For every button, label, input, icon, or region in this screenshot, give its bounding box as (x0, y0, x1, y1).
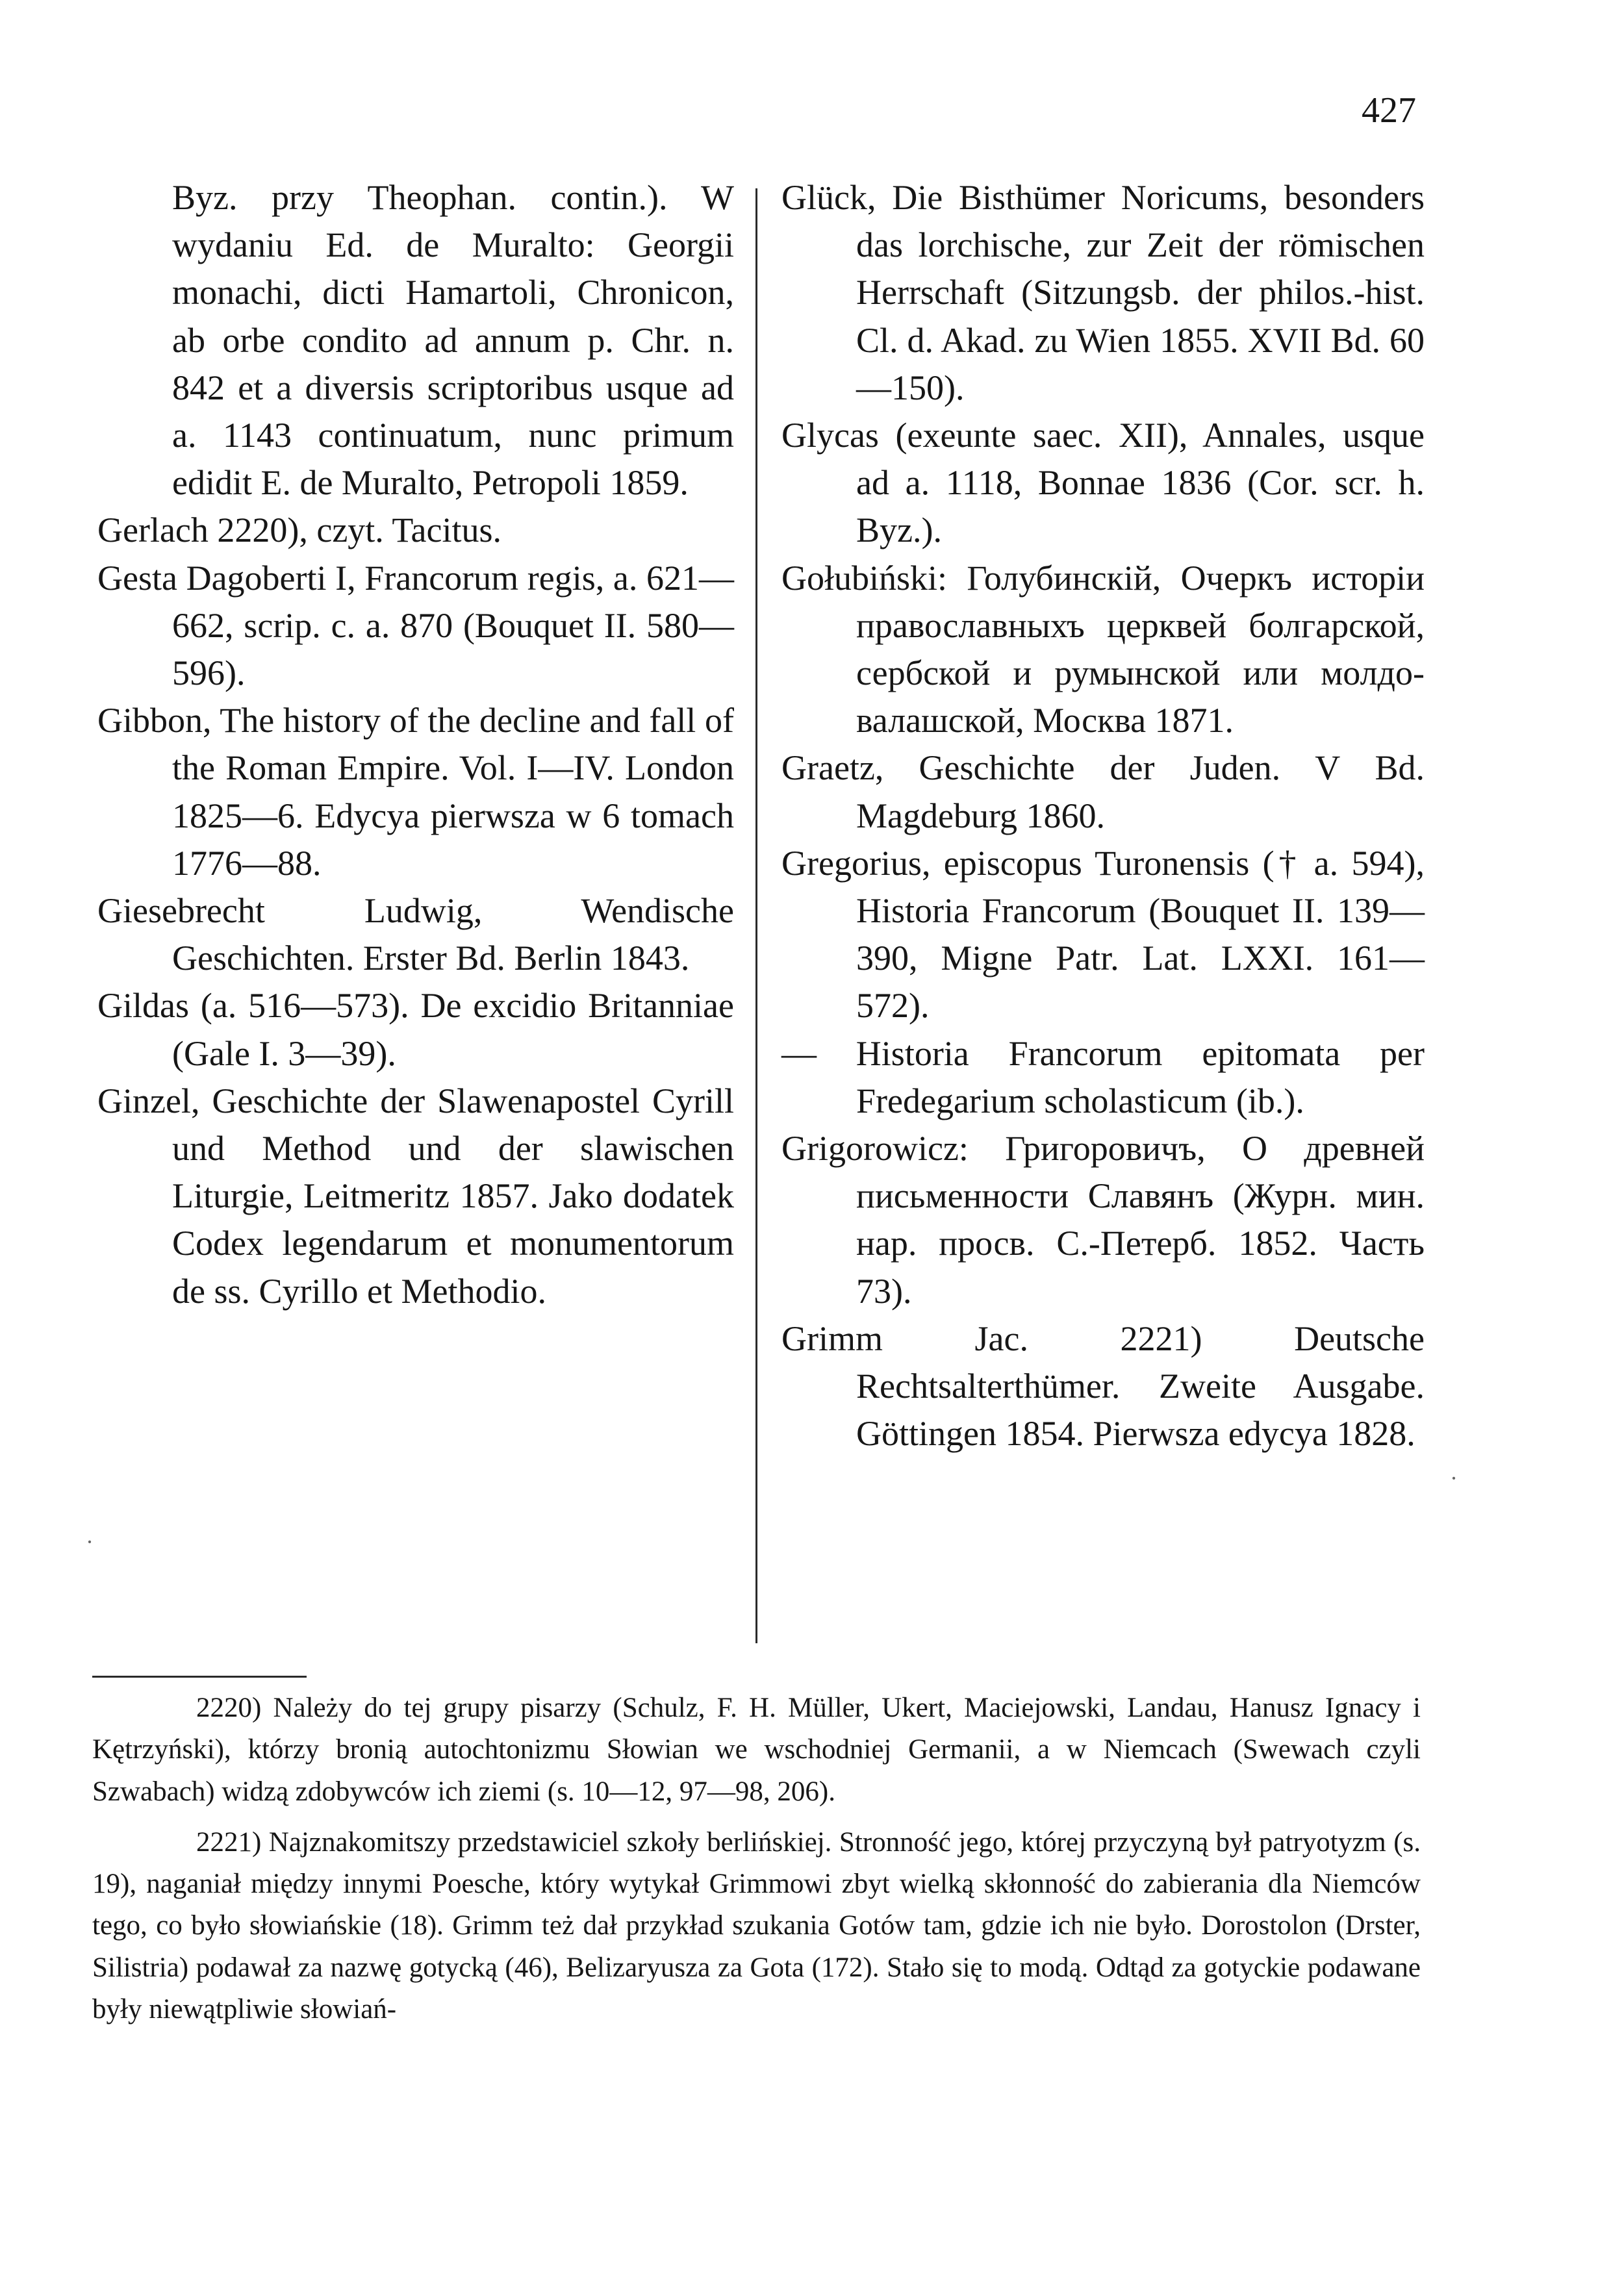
footnotes (92, 1687, 1421, 2030)
margin-mark-left: · (86, 1529, 94, 1555)
bibliography-entry: Glycas (exeunte saec. XII), Annales, usque ad a. 1118, Bonnae 1836 (Cor. scr. h. Byz.). (781, 416, 1425, 550)
bibliography-entry: Grimm Jac. 2221) Deutsche Rechtsalterthümer. Zweite Ausgabe. Göttingen 1854. Pierwsza edycya 1828. (781, 1318, 1425, 1454)
margin-mark-right: · (1450, 1465, 1458, 1491)
bibliography-entry: Gregorius, episcopus Turonensis († a. 594), Historia Francorum (Bouquet II. 139—390, Migne Patr. Lat. LXXI. 161—572). (781, 843, 1425, 1026)
bibliography-entry: Ginzel, Geschichte der Slawenapostel Cyrill und Method und der slawischen Liturgie, Leitmeritz 1857. Jako dodatek Codex legendarum et monumentorum de ss. Cyrillo et Methodio. (97, 1081, 734, 1311)
bibliography-entry: Grigorowicz: Григоровичъ, О древней письменности Славянъ (Журн. мин. нар. просв. С.-Петерб. 1852. Часть 73). (781, 1129, 1425, 1311)
right-column (781, 174, 1425, 1457)
bibliography-entry: Glück, Die Bisthümer Noricums, besonders das lorchische, zur Zeit der römischen Herrschaft (Sitzungsb. der philos.-hist. Cl. d. Akad. zu Wien 1855. XVII Bd. 60—150). (781, 178, 1425, 407)
bibliography-entry: Giesebrecht Ludwig, Wendische Geschichten. Erster Bd. Berlin 1843. (97, 891, 734, 978)
column-divider (755, 188, 757, 1643)
footnote-2221: 2221) Najznakomitszy przedstawiciel szkoły berlińskiej. Stronność jego, której przyczyną był patryotyzm (s. 19), naganiał między innymi Poesche, który wytykał Grimmowi zbyt wielką skłonność do zabierania dla Niemców tego, co było słowiańskie (18). Grimm też dał przykład szukania Gotów tam, gdzie ich nie było. Dorostolon (Drster, Silistria) podawał za nazwę gotycką (46), Belizaryusza za Gota (172). Stało się to modą. Odtąd za gotyckie podawane były niewątpliwie słowiań- (92, 1826, 1421, 2025)
page-number: 427 (1362, 90, 1416, 131)
left-column (97, 174, 734, 1315)
bibliography-entry: Byz. przy Theophan. contin.). W wydaniu Ed. de Muralto: Georgii monachi, dicti Hamartoli, Chronicon, ab orbe condito ad annum p. Chr. n. 842 et a diversis scriptoribus usque ad a. 1143 continuatum, nunc primum edidit E. de Muralto, Petropoli 1859. (172, 178, 734, 503)
footnote-2220: 2220) Należy do tej grupy pisarzy (Schulz, F. H. Müller, Ukert, Maciejowski, Landau, Hanusz Ignacy i Kętrzyński), którzy bronią autochtonizmu Słowian we wschodniej Germanii, a w Niemcach (Swewach czyli Szwabach) widzą zdobywców ich ziemi (s. 10—12, 97—98, 206). (92, 1693, 1421, 1807)
bibliography-entry: Gerlach 2220), czyt. Tacitus. (97, 511, 502, 550)
bibliography-entry: Gibbon, The history of the decline and fall of the Roman Empire. Vol. I—IV. London 1825—6. Edycya pierwsza w 6 tomach 1776—88. (97, 701, 734, 883)
bibliography-entry: Gildas (a. 516—573). De excidio Britanniae (Gale I. 3—39). (97, 986, 734, 1073)
bibliography-entry: Gołubiński: Голубинскій, Очеркъ исторіи православныхъ церквей болгарской, сербской и румынской или молдо-валашской, Москва 1871. (781, 558, 1425, 740)
bibliography-entry: — Historia Francorum epitomata per Fredegarium scholasticum (ib.). (781, 1033, 1425, 1120)
bibliography-entry: Gesta Dagoberti I, Francorum regis, a. 621—662, scrip. c. a. 870 (Bouquet II. 580—596). (97, 558, 734, 693)
footnote-separator (92, 1676, 307, 1678)
bibliography-entry: Graetz, Geschichte der Juden. V Bd. Magdeburg 1860. (781, 748, 1425, 835)
